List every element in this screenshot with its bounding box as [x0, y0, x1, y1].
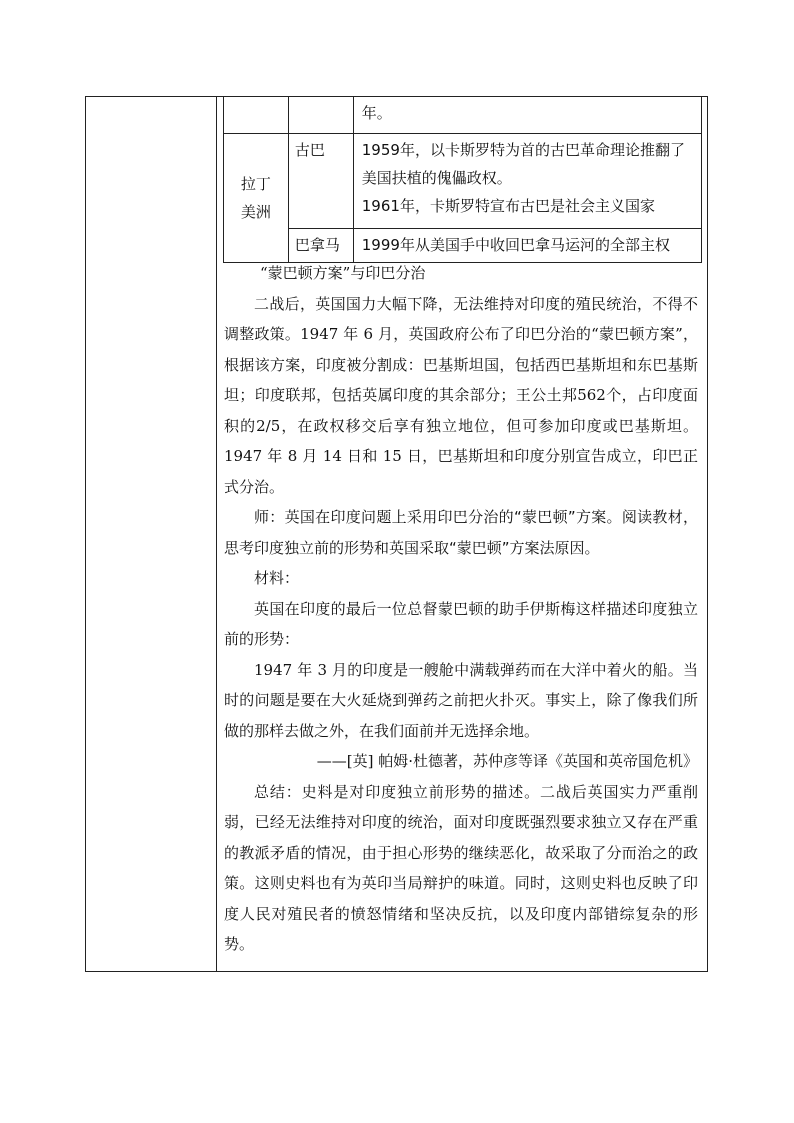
- country-cell: 古巴: [288, 134, 353, 229]
- table-row-continuation: [224, 97, 702, 134]
- section-title: “蒙巴顿方案”与印巴分治: [260, 264, 426, 282]
- decolonization-table: [223, 96, 702, 263]
- lesson-content: [224, 258, 698, 960]
- event-text: 1999年从美国手中收回巴拿马运河的全部主权: [353, 229, 701, 263]
- quote: 1947 年 3 月的印度是一艘舱中满载弹药而在大洋中着火的船。当时的问题是要在大火延烧到弹药之前把火扑灭。事实上，除了像我们所做的那样去做之外，在我们面前并无选择余地。: [224, 660, 698, 740]
- summary: 总结：史料是对印度独立前形势的描述。二战后英国实力严重削弱，已经无法维持对印度的统治，面对印度既强烈要求独立又存在严重的教派矛盾的情况，由于担心形势的继续恶化，故采取了分而治之的政策。这则史料也有为英印当局辩护的味道。同时，这则史料也反映了印度人民对殖民者的愤怒情绪和坚决反抗，以及印度内部错综复杂的形势。: [224, 782, 698, 953]
- lesson-table: [85, 96, 708, 972]
- teacher-question: 师：英国在印度问题上采用印巴分治的“蒙巴顿”方案。阅读教材，思考印度独立前的形势和英国采取“蒙巴顿”方案法原因。: [224, 508, 698, 557]
- column-divider: [216, 97, 217, 971]
- region-cell: 拉丁 美洲: [224, 134, 289, 263]
- quote-source: ——[英] 帕姆·杜德著，苏仲彦等译《英国和英帝国危机》: [316, 752, 698, 770]
- event-text: 1959年，以卡斯罗特为首的古巴革命理论推翻了美国扶植的傀儡政权。: [361, 141, 685, 187]
- country-cell: 巴拿马: [288, 229, 353, 263]
- paragraph: 二战后，英国国力大幅下降，无法维持对印度的殖民统治，不得不调整政策。1947 年 6 月，英国政府公布了印巴分治的“蒙巴顿方案”，根据该方案，印度被分割成：巴基斯坦国，包括西巴基斯坦和东巴基斯坦；印度联邦，包括英属印度的其余部分；王公土邦562个，占印度面积的2/5，在政权移交后享有独立地位，但可参加印度或巴基斯坦。1947 年 8 月 14 日和 15 日，巴基斯坦和印度分别宣告成立，印巴正式分治。: [224, 294, 698, 496]
- continuation-text: 年。: [353, 97, 701, 134]
- table-row: [224, 134, 702, 229]
- event-text: 1961年，卡斯罗特宣布古巴是社会主义国家: [361, 197, 655, 215]
- material-label: 材料：: [254, 569, 300, 587]
- material-intro: 英国在印度的最后一位总督蒙巴顿的助手伊斯梅这样描述印度独立前的形势：: [224, 599, 698, 648]
- event-cell: [353, 134, 701, 229]
